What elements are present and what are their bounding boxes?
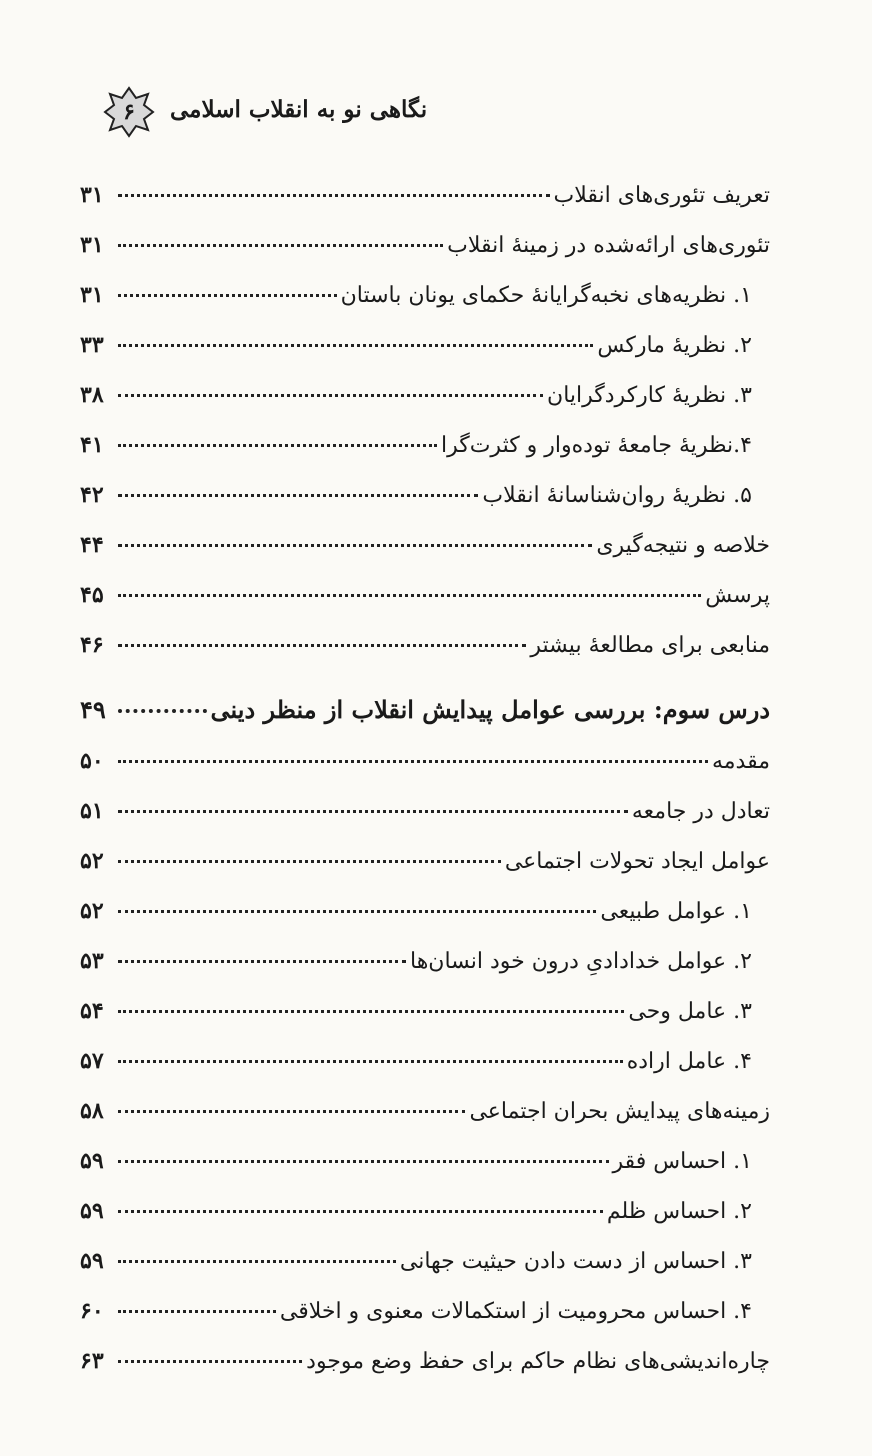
toc-entry-page: ۶۰ [80, 1298, 104, 1324]
toc-entry-page: ۴۱ [80, 432, 104, 458]
toc-entry-page: ۴۶ [80, 632, 104, 658]
running-title: نگاهی نو به انقلاب اسلامی [170, 96, 428, 123]
toc-entry-title: ۲. احساس ظلم [606, 1199, 752, 1224]
dot-leader [118, 810, 628, 813]
toc-entry-title: ۱. نظریه‌های نخبه‌گرایانهٔ حکمای یونان باستان [340, 283, 752, 308]
dot-leader [118, 1310, 276, 1313]
toc-entry[interactable] [80, 458, 770, 508]
toc-entry[interactable] [80, 558, 770, 608]
toc-entry-page: ۵۷ [80, 1048, 104, 1074]
toc-entry-page: ۵۹ [80, 1248, 104, 1274]
toc-entry-page: ۵۴ [80, 998, 104, 1024]
toc-entry[interactable] [80, 1024, 770, 1074]
dot-leader [118, 194, 550, 197]
dot-leader [118, 760, 708, 763]
dot-leader [118, 1360, 302, 1363]
toc-entry-title: عوامل ایجاد تحولات اجتماعی [504, 849, 770, 874]
dot-leader [118, 644, 526, 647]
toc-entry[interactable] [80, 1174, 770, 1224]
toc-entry-page: ۵۲ [80, 898, 104, 924]
toc-entry[interactable] [80, 874, 770, 924]
toc-section-heading[interactable] [80, 658, 770, 724]
dot-leader [118, 294, 337, 297]
toc-entry-title: چاره‌اندیشی‌های نظام حاکم برای حفظ وضع موجود [306, 1349, 770, 1374]
toc-entry-title: پرسش [705, 583, 770, 608]
dot-leader [118, 709, 207, 713]
toc-entry-page: ۵۱ [80, 798, 104, 824]
toc-entry-page: ۴۵ [80, 582, 104, 608]
dot-leader [118, 244, 443, 247]
toc-entry-page: ۴۲ [80, 482, 104, 508]
dot-leader [118, 1010, 624, 1013]
toc-entry[interactable] [80, 308, 770, 358]
toc-entry[interactable] [80, 1074, 770, 1124]
toc-entry-title: درس سوم: بررسی عوامل پیدایش انقلاب از منظر دینی [210, 695, 770, 724]
dot-leader [118, 544, 592, 547]
toc-entry[interactable] [80, 608, 770, 658]
toc-entry-page: ۵۹ [80, 1198, 104, 1224]
page-number-badge [103, 86, 155, 138]
toc-entry[interactable] [80, 158, 770, 208]
table-of-contents [80, 158, 770, 1374]
toc-entry[interactable] [80, 208, 770, 258]
page-number: ۶ [123, 99, 135, 125]
dot-leader [118, 1210, 603, 1213]
toc-entry-title: ۳. نظریهٔ کارکردگرایان [547, 383, 752, 408]
toc-entry[interactable] [80, 724, 770, 774]
toc-entry[interactable] [80, 974, 770, 1024]
toc-entry-title: تعادل در جامعه [631, 799, 770, 824]
dot-leader [118, 1060, 623, 1063]
toc-entry-page: ۵۸ [80, 1098, 104, 1124]
toc-entry-title: ۱. عوامل طبیعی [600, 899, 752, 924]
toc-entry-page: ۵۳ [80, 948, 104, 974]
toc-entry-page: ۴۹ [80, 695, 106, 724]
toc-entry-page: ۵۲ [80, 848, 104, 874]
toc-entry-title: ۴. عامل اراده [626, 1049, 752, 1074]
toc-entry-title: ۵. نظریهٔ روان‌شناسانهٔ انقلاب [482, 483, 752, 508]
toc-entry-title: ۲. نظریهٔ مارکس [597, 333, 752, 358]
toc-entry-page: ۵۰ [80, 748, 104, 774]
toc-entry-page: ۵۹ [80, 1148, 104, 1174]
toc-entry[interactable] [80, 1124, 770, 1174]
toc-entry-page: ۳۱ [80, 182, 104, 208]
dot-leader [118, 860, 501, 863]
dot-leader [118, 494, 478, 497]
toc-entry-page: ۳۳ [80, 332, 104, 358]
dot-leader [118, 1160, 609, 1163]
toc-entry-title: تعریف تئوری‌های انقلاب [553, 183, 770, 208]
toc-entry-page: ۳۱ [80, 232, 104, 258]
toc-entry-title: ۴. احساس محرومیت از استکمالات معنوی و اخلاقی [279, 1299, 752, 1324]
toc-entry-title: ۴.نظریهٔ جامعهٔ توده‌وار و کثرت‌گرا [441, 433, 752, 458]
toc-entry-page: ۳۱ [80, 282, 104, 308]
toc-entry-title: زمینه‌های پیدایش بحران اجتماعی [469, 1099, 770, 1124]
toc-entry-title: تئوری‌های ارائه‌شده در زمینهٔ انقلاب [447, 233, 770, 258]
toc-entry[interactable] [80, 258, 770, 308]
toc-entry-title: ۱. احساس فقر [612, 1149, 752, 1174]
toc-entry[interactable] [80, 1274, 770, 1324]
toc-entry[interactable] [80, 824, 770, 874]
toc-entry-page: ۳۸ [80, 382, 104, 408]
toc-entry-page: ۶۳ [80, 1348, 104, 1374]
dot-leader [118, 394, 543, 397]
dot-leader [118, 960, 406, 963]
dot-leader [118, 594, 701, 597]
toc-entry[interactable] [80, 408, 770, 458]
toc-entry[interactable] [80, 1324, 770, 1374]
toc-entry-title: مقدمه [711, 749, 770, 774]
page-header [0, 86, 872, 146]
toc-entry[interactable] [80, 358, 770, 408]
dot-leader [118, 1260, 396, 1263]
dot-leader [118, 910, 596, 913]
toc-entry[interactable] [80, 774, 770, 824]
dot-leader [118, 1110, 465, 1113]
toc-entry[interactable] [80, 1224, 770, 1274]
toc-entry-title: منابعی برای مطالعهٔ بیشتر [530, 633, 770, 658]
toc-entry-title: ۳. احساس از دست دادن حیثیت جهانی [399, 1249, 752, 1274]
toc-entry-title: ۳. عامل وحی [628, 999, 752, 1024]
toc-entry-page: ۴۴ [80, 532, 104, 558]
dot-leader [118, 344, 593, 347]
toc-entry[interactable] [80, 924, 770, 974]
dot-leader [118, 444, 437, 447]
toc-entry[interactable] [80, 508, 770, 558]
toc-entry-title: خلاصه و نتیجه‌گیری [596, 533, 770, 558]
toc-entry-title: ۲. عوامل خدادادیِ درون خود انسان‌ها [409, 949, 752, 974]
